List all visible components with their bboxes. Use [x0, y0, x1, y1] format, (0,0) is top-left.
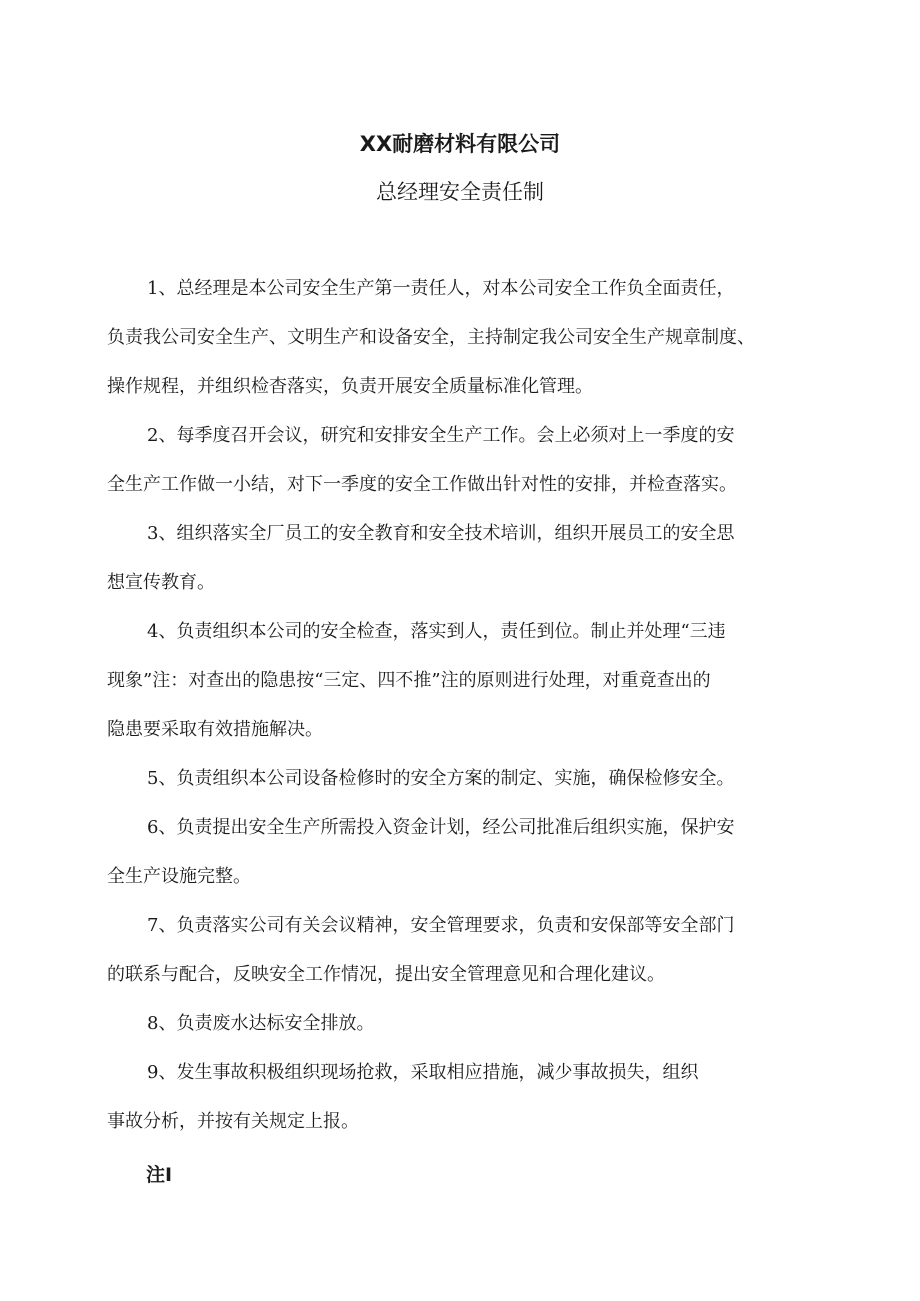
clause-line: 全生产设施完整。	[107, 866, 251, 887]
document-title: 总经理安全责任制	[376, 180, 544, 204]
note-label: 注I	[146, 1164, 173, 1186]
clause-9	[107, 1048, 827, 1146]
clause-2	[107, 411, 827, 509]
clause-line: 事故分析，并按有关规定上报。	[107, 1111, 359, 1132]
clause-4	[107, 607, 827, 754]
clause-line: 8、负责废水达标安全排放。	[147, 1013, 375, 1034]
clause-6	[107, 803, 827, 901]
clause-line: 操作规程，并组织检杳落实，负责开展安全质量标准化管理。	[107, 376, 593, 397]
clause-5	[107, 754, 827, 803]
clause-line: 3、组织落实全厂员工的安全教育和安全技术培训，组织开展员工的安全思	[147, 523, 735, 544]
clause-line: 2、每季度召开会议，研究和安排安全生产工作。会上必须对上一季度的安	[147, 425, 735, 446]
clause-line: 6、负责提出安全生产所需投入资金计划，经公司批准后组织实施，保护安	[147, 817, 735, 838]
clause-list	[107, 264, 827, 1146]
clause-line: 全生产工作做一小结，对下一季度的安全工作做出针对性的安排，并检查落实。	[107, 474, 737, 495]
clause-line: 现象”注：对查出的隐患按“三定、四不推”注的原则进行处理，对重竟查出的	[107, 670, 711, 691]
clause-line: 隐患要采取有效措施解决。	[107, 719, 323, 740]
clause-line: 5、负责组织本公司设备检修时的安全方案的制定、实施，确保检修安全。	[147, 768, 735, 789]
company-name: XX耐磨材料有限公司	[359, 132, 561, 156]
clause-7	[107, 901, 827, 999]
clause-line: 4、负责组织本公司的安全检查，落实到人，责任到位。制止并处理“三违	[147, 621, 726, 642]
clause-line: 1、总经理是本公司安全生产第一责任人，对本公司安全工作负全面责任，	[147, 278, 735, 299]
clause-line: 负责我公司安全生产、文明生产和设备安全，主持制定我公司安全生产规章制度、	[107, 327, 755, 348]
clause-8	[107, 999, 827, 1048]
clause-3	[107, 509, 827, 607]
clause-line: 想宣传教育。	[107, 572, 215, 593]
clause-line: 7、负责落实公司有关会议精神，安全管理要求，负责和安保部等安全部门	[147, 915, 735, 936]
clause-1	[107, 264, 827, 411]
clause-line: 的联系与配合，反映安全工作情况，提出安全管理意见和合理化建议。	[107, 964, 665, 985]
clause-line: 9、发生事故积极组织现场抢救，采取相应措施，减少事故损失，组织	[147, 1062, 699, 1083]
